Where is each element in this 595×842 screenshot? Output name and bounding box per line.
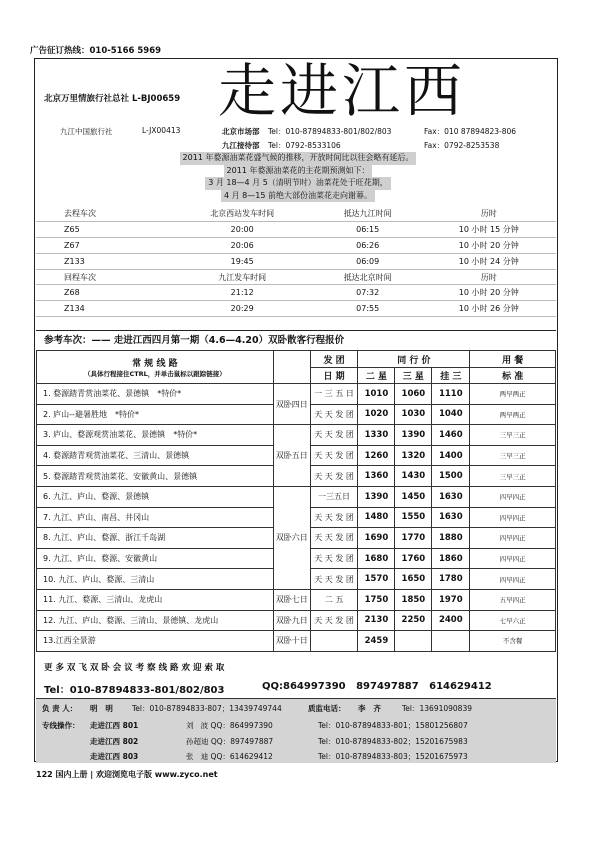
train-cell: 20:29 bbox=[170, 301, 313, 317]
three-star-price: 1760 bbox=[395, 548, 432, 569]
duration-cell: 双卧六日 bbox=[273, 486, 310, 589]
departure-date-cell: 二 五 bbox=[310, 589, 358, 610]
four-star-price: 1400 bbox=[432, 445, 470, 466]
peer-price-header: 同 行 价 bbox=[358, 351, 470, 368]
divider bbox=[36, 330, 556, 331]
three-star-price: 1450 bbox=[395, 486, 432, 507]
ops-name: 孙超迪 QQ：897497887 bbox=[186, 737, 274, 746]
departure-date-cell: 天 天 发 团 bbox=[310, 404, 358, 425]
departure-date-cell: 天 天 发 团 bbox=[310, 528, 358, 549]
train-cell: 10 小时 20 分钟 bbox=[421, 285, 556, 301]
meal-standard-cell: 四早四正 bbox=[470, 486, 556, 507]
departure-date-cell: 天 天 发 团 bbox=[310, 425, 358, 446]
tour-row[interactable] bbox=[37, 631, 556, 652]
route-name[interactable]: 9. 九江、庐山、婺源、安徽黄山 bbox=[43, 554, 158, 564]
ops-team: 走进江西 801 bbox=[90, 721, 139, 730]
jiujiang-office-label: 九江接待部 bbox=[222, 141, 260, 150]
ops-name: 刘 波 QQ：864997390 bbox=[186, 721, 273, 730]
notice-line: 2011 年婺源油菜花盛气候的推移，开放时间比以往会略有延后。 bbox=[180, 152, 417, 165]
departure-header: 发 团 bbox=[310, 351, 358, 368]
page-footer bbox=[36, 769, 218, 780]
two-star-header: 二 星 bbox=[358, 368, 395, 384]
departure-date-cell: 天 天 发 团 bbox=[310, 466, 358, 487]
four-star-price: 1780 bbox=[432, 569, 470, 590]
footer-qq: QQ:864997390 897497887 614629412 bbox=[262, 681, 492, 692]
route-name[interactable]: 12. 九江、庐山、婺源、三清山、景德镇、龙虎山 bbox=[43, 615, 219, 625]
special-price-tag: *特价* bbox=[157, 389, 182, 399]
route-cell[interactable] bbox=[37, 486, 274, 507]
three-star-price: 1770 bbox=[395, 528, 432, 549]
train-cell: 06:26 bbox=[314, 238, 422, 254]
route-cell[interactable] bbox=[37, 507, 274, 528]
two-star-price: 1750 bbox=[358, 589, 395, 610]
route-cell[interactable] bbox=[37, 384, 274, 405]
train-row bbox=[36, 206, 556, 222]
two-star-price: 1570 bbox=[358, 569, 395, 590]
train-cell: 10 小时 15 分钟 bbox=[421, 222, 556, 238]
ops-tel: Tel：010-87894833-803；15201675973 bbox=[318, 752, 468, 761]
beijing-office-label: 北京市场部 bbox=[222, 127, 260, 136]
ad-hotline: 广告征订热线：010-5166 5969 bbox=[30, 46, 162, 56]
train-cell: 19:45 bbox=[170, 253, 313, 269]
train-cell: 九江发车时间 bbox=[170, 269, 313, 285]
promo-box bbox=[36, 655, 556, 699]
train-cell: 历时 bbox=[421, 269, 556, 285]
two-star-price: 1680 bbox=[358, 548, 395, 569]
page-title: 走进江西 bbox=[218, 57, 467, 125]
two-star-price: 1690 bbox=[358, 528, 395, 549]
two-star-price: 1020 bbox=[358, 404, 395, 425]
meal-standard-cell: 四早四正 bbox=[470, 528, 556, 549]
four-star-price: 1500 bbox=[432, 466, 470, 487]
three-star-price: 1320 bbox=[395, 445, 432, 466]
two-star-price: 1330 bbox=[358, 425, 395, 446]
train-cell: 07:32 bbox=[314, 285, 422, 301]
meal-standard-cell: 三早三正 bbox=[470, 466, 556, 487]
train-cell: 06:09 bbox=[314, 253, 422, 269]
tour-row[interactable] bbox=[37, 384, 556, 405]
departure-date-cell: 一 三 五 日 bbox=[310, 384, 358, 405]
route-cell[interactable] bbox=[37, 589, 274, 610]
departure-date-cell: 一三五日 bbox=[310, 486, 358, 507]
train-cell: 06:15 bbox=[314, 222, 422, 238]
meal-standard-cell: 四早四正 bbox=[470, 507, 556, 528]
train-row bbox=[36, 222, 556, 238]
departure-date-cell: 天 天 发 团 bbox=[310, 610, 358, 631]
footer-tel: Tel：010-87894833-801/802/803 bbox=[44, 685, 225, 696]
qc-label: 质监电话： bbox=[308, 704, 346, 713]
tour-row[interactable] bbox=[37, 425, 556, 446]
staff-contacts bbox=[36, 699, 556, 763]
train-cell: 21:12 bbox=[170, 285, 313, 301]
ops-team: 走进江西 802 bbox=[90, 737, 139, 746]
jiujiang-office-tel: Tel：0792-8533106 bbox=[268, 141, 341, 150]
meal-standard-cell: 两早两正 bbox=[470, 404, 556, 425]
duration-cell: 双卧九日 bbox=[273, 610, 310, 631]
four-star-price: 1880 bbox=[432, 528, 470, 549]
three-star-price: 1650 bbox=[395, 569, 432, 590]
meal-standard-cell: 两早两正 bbox=[470, 384, 556, 405]
manager-tel: Tel：010-87894833-807；13439749744 bbox=[132, 704, 282, 713]
meal-header: 用 餐 bbox=[470, 351, 556, 368]
special-price-tag: *特价* bbox=[114, 409, 139, 419]
departure-date-cell: 天 天 发 团 bbox=[310, 445, 358, 466]
departure-date-cell: 天 天 发 团 bbox=[310, 548, 358, 569]
section-name: 国内上册 bbox=[55, 770, 88, 779]
route-header-note: （具体行程接住CTRL，并单击鼠标以跟踪链接） bbox=[83, 370, 226, 378]
route-name[interactable]: 4. 婺源踏青观赏油菜花、三清山、景德镇 bbox=[43, 451, 190, 461]
page-number: 122 bbox=[36, 770, 53, 779]
train-cell: 07:55 bbox=[314, 301, 422, 317]
two-star-price: 1360 bbox=[358, 466, 395, 487]
three-star-price: 1390 bbox=[395, 425, 432, 446]
jiujiang-agency-name: 九江中国旅行社 bbox=[60, 127, 113, 136]
train-cell: 10 小时 24 分钟 bbox=[421, 253, 556, 269]
route-cell[interactable] bbox=[37, 466, 274, 487]
three-star-price: 2250 bbox=[395, 610, 432, 631]
footer-separator: | bbox=[90, 770, 94, 779]
meal-standard-cell: 四早四正 bbox=[470, 569, 556, 590]
train-cell: 去程车次 bbox=[36, 206, 170, 222]
train-row bbox=[36, 285, 556, 301]
two-star-price: 1260 bbox=[358, 445, 395, 466]
three-star-header: 三 星 bbox=[395, 368, 432, 384]
four-star-price: 1040 bbox=[432, 404, 470, 425]
notice-line: 3 月 18—4 月 5（清明节时）油菜花处于旺花期， bbox=[205, 177, 391, 190]
train-cell: 20:06 bbox=[170, 238, 313, 254]
tour-row[interactable] bbox=[37, 486, 556, 507]
departure-date-cell bbox=[310, 631, 358, 652]
route-cell[interactable] bbox=[37, 445, 274, 466]
route-name[interactable]: 1. 婺源踏青赏油菜花、景德镇 bbox=[43, 389, 150, 399]
ops-team: 走进江西 803 bbox=[90, 752, 139, 761]
tour-row[interactable] bbox=[37, 589, 556, 610]
notice-line: 4 月 8—15 前绝大部份油菜花走向谢幕。 bbox=[221, 190, 375, 203]
beijing-office-tel: Tel：010-87894833-801/802/803 bbox=[268, 127, 392, 136]
meal-standard-cell: 七早六正 bbox=[470, 610, 556, 631]
meal-standard-cell: 不含餐 bbox=[470, 631, 556, 652]
ops-name: 张 迪 QQ：614629412 bbox=[186, 752, 273, 761]
ops-tel: Tel：010-87894833-802；15201675983 bbox=[318, 737, 468, 746]
train-cell: Z65 bbox=[36, 222, 170, 238]
train-cell: 10 小时 20 分钟 bbox=[421, 238, 556, 254]
four-star-price: 1970 bbox=[432, 589, 470, 610]
jiujiang-office-fax: Fax：0792-8253538 bbox=[424, 141, 500, 150]
route-name[interactable]: 6. 九江、庐山、婺源、景德镇 bbox=[43, 492, 150, 502]
qc-name: 李 齐 bbox=[358, 704, 381, 713]
route-cell[interactable] bbox=[37, 528, 274, 549]
train-row bbox=[36, 238, 556, 254]
beijing-office-fax: Fax：010 87894823-806 bbox=[424, 127, 517, 136]
ops-label: 专线操作： bbox=[42, 721, 80, 730]
train-cell: 10 小时 26 分钟 bbox=[421, 301, 556, 317]
section-title: 参考车次：—— 走进江西四月第一期（4.6—4.20）双卧散客行程报价 bbox=[44, 335, 345, 346]
route-name[interactable]: 5. 婺源踏青观赏油菜花、安徽黄山、景德镇 bbox=[43, 471, 198, 481]
train-cell: Z133 bbox=[36, 253, 170, 269]
manager-label: 负 责 人： bbox=[42, 704, 78, 713]
four-star-price bbox=[432, 631, 470, 652]
three-star-price bbox=[395, 631, 432, 652]
two-star-price: 2459 bbox=[358, 631, 395, 652]
three-star-price: 1550 bbox=[395, 507, 432, 528]
route-header-label: 常 规 线 路 bbox=[132, 359, 178, 369]
tour-row[interactable] bbox=[37, 610, 556, 631]
route-cell[interactable] bbox=[37, 569, 274, 590]
train-cell: 历时 bbox=[421, 206, 556, 222]
train-cell: 抵达北京时间 bbox=[314, 269, 422, 285]
tour-price-table bbox=[36, 350, 556, 652]
train-cell: 抵达九江时间 bbox=[314, 206, 422, 222]
train-cell: Z67 bbox=[36, 238, 170, 254]
route-name[interactable]: 10. 九江、庐山、婺源、三清山 bbox=[43, 574, 155, 584]
agency-main: 北京万里情旅行社总社 L-BJ00659 bbox=[44, 94, 181, 104]
special-price-tag: *特价* bbox=[173, 430, 198, 440]
route-header bbox=[37, 351, 274, 384]
three-star-price: 1060 bbox=[395, 384, 432, 405]
meal-standard-cell: 四早四正 bbox=[470, 548, 556, 569]
route-cell[interactable] bbox=[37, 631, 274, 652]
train-cell: 北京西站发车时间 bbox=[170, 206, 313, 222]
notice-line: 2011 年婺源油菜花的主花期预测如下： bbox=[224, 165, 373, 178]
four-star-price: 1630 bbox=[432, 486, 470, 507]
three-star-price: 1850 bbox=[395, 589, 432, 610]
duration-header bbox=[273, 351, 310, 384]
departure-date-cell: 天 天 发 团 bbox=[310, 507, 358, 528]
duration-cell: 双卧七日 bbox=[273, 589, 310, 610]
duration-cell: 双卧十日 bbox=[273, 631, 310, 652]
four-star-price: 1630 bbox=[432, 507, 470, 528]
website-link[interactable]: 欢迎浏览电子版 www.zyco.net bbox=[96, 770, 218, 779]
train-cell: 20:00 bbox=[170, 222, 313, 238]
qc-tel: Tel：13691090839 bbox=[402, 704, 472, 713]
route-cell[interactable] bbox=[37, 610, 274, 631]
standard-header: 标 准 bbox=[470, 368, 556, 384]
three-star-price: 1430 bbox=[395, 466, 432, 487]
route-cell[interactable] bbox=[37, 425, 274, 446]
rapeseed-notice bbox=[118, 152, 478, 202]
jiujiang-agency-license: L-JX00413 bbox=[142, 126, 181, 135]
route-name[interactable]: 2. 庐山--避暑胜地 bbox=[43, 409, 107, 419]
four-star-header: 挂 三 bbox=[432, 368, 470, 384]
route-name[interactable]: 7. 九江、庐山、南昌、井冈山 bbox=[43, 512, 150, 522]
route-name[interactable]: 11. 九江、婺源、三清山、龙虎山 bbox=[43, 595, 163, 605]
route-name[interactable]: 8. 九江、庐山、婺源、浙江千岛湖 bbox=[43, 533, 166, 543]
meal-standard-cell: 五早四正 bbox=[470, 589, 556, 610]
promo-text: 更 多 双 飞 双 卧 会 议 考 察 线 路 欢 迎 索 取 bbox=[44, 663, 225, 673]
manager-name: 明 明 bbox=[90, 704, 113, 713]
train-row bbox=[36, 301, 556, 317]
departure-date-cell: 天 天 发 团 bbox=[310, 569, 358, 590]
two-star-price: 1480 bbox=[358, 507, 395, 528]
two-star-price: 2130 bbox=[358, 610, 395, 631]
date-header: 日 期 bbox=[310, 368, 358, 384]
train-cell: 回程车次 bbox=[36, 269, 170, 285]
four-star-price: 1460 bbox=[432, 425, 470, 446]
four-star-price: 2400 bbox=[432, 610, 470, 631]
train-schedule-table bbox=[36, 206, 556, 317]
four-star-price: 1110 bbox=[432, 384, 470, 405]
two-star-price: 1010 bbox=[358, 384, 395, 405]
train-cell: Z68 bbox=[36, 285, 170, 301]
route-name[interactable]: 13.江西全景游 bbox=[43, 636, 96, 646]
four-star-price: 1860 bbox=[432, 548, 470, 569]
meal-standard-cell: 三早三正 bbox=[470, 445, 556, 466]
train-row bbox=[36, 269, 556, 285]
meal-standard-cell: 三早三正 bbox=[470, 425, 556, 446]
route-name[interactable]: 3. 庐山、婺源观赏油菜花、景德镇 bbox=[43, 430, 166, 440]
route-cell[interactable] bbox=[37, 548, 274, 569]
three-star-price: 1030 bbox=[395, 404, 432, 425]
train-cell: Z134 bbox=[36, 301, 170, 317]
route-cell[interactable] bbox=[37, 404, 274, 425]
duration-cell: 双卧五日 bbox=[273, 425, 310, 487]
ops-tel: Tel：010-87894833-801；15801256807 bbox=[318, 721, 468, 730]
two-star-price: 1390 bbox=[358, 486, 395, 507]
duration-cell: 双卧四日 bbox=[273, 384, 310, 425]
train-row bbox=[36, 253, 556, 269]
